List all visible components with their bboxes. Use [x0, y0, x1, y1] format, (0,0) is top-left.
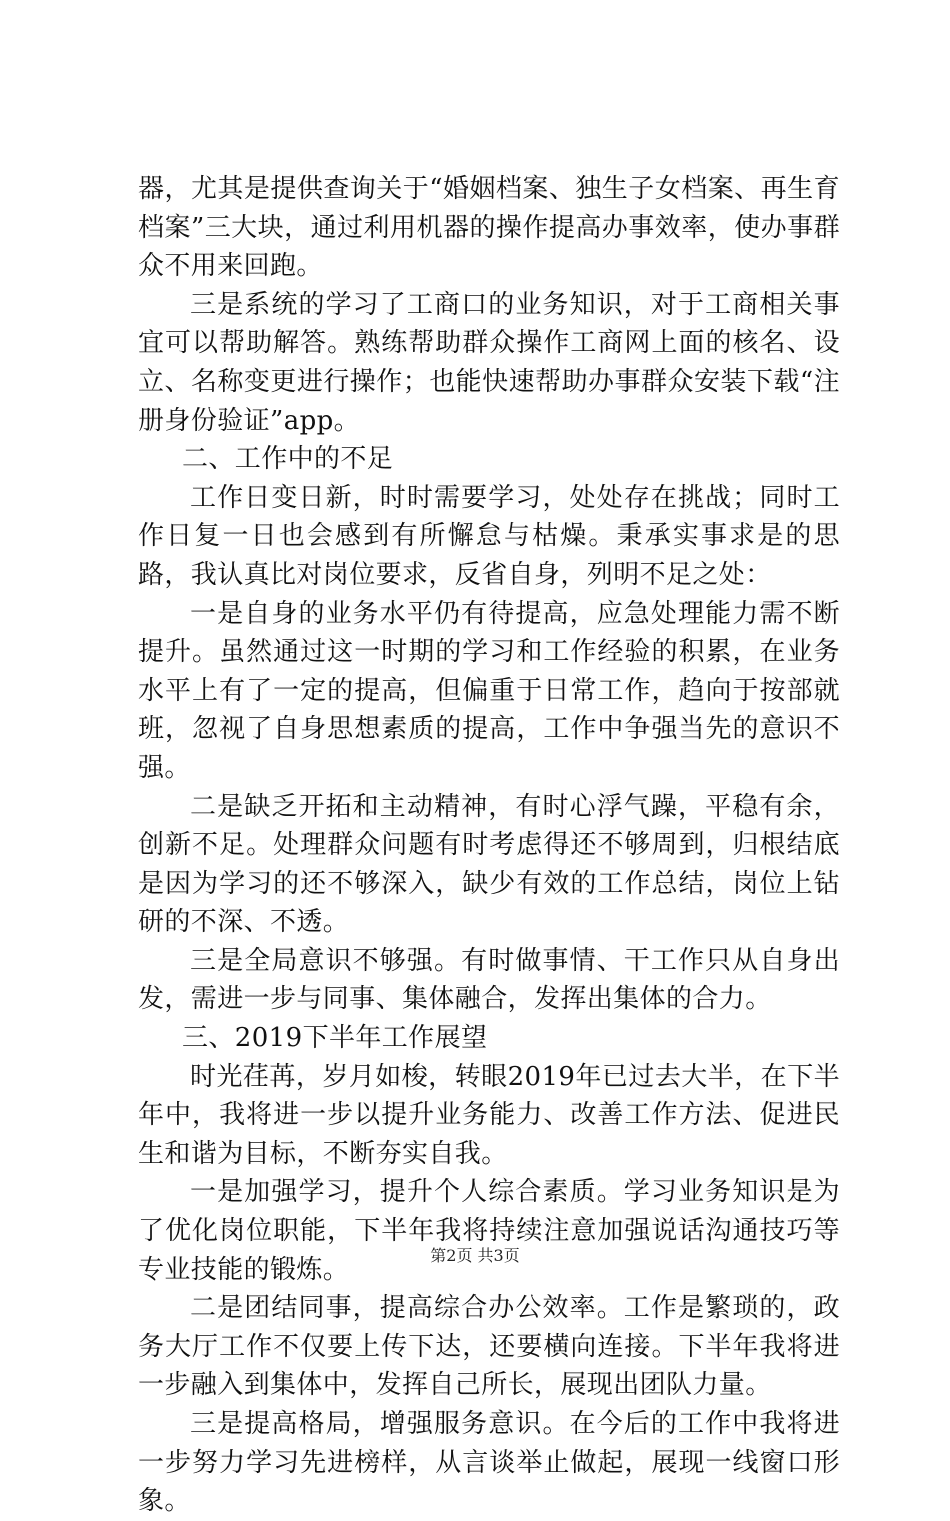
page-footer: 第2页 共3页 — [430, 1246, 520, 1265]
paragraph-outlook-1: 一是加强学习，提升个人综合素质。学习业务知识是为了优化岗位职能，下半年我将持续注意加强说话沟通技巧等专业技能的锻炼。 — [138, 1177, 840, 1285]
paragraph-outlook-2: 二是团结同事，提高综合办公效率。工作是繁琐的，政务大厅工作不仅要上传下达，还要横向连接。下半年我将进一步融入到集体中，发挥自己所长，展现出团队力量。 — [138, 1293, 840, 1401]
paragraph-shortcoming-3: 三是全局意识不够强。有时做事情、干工作只从自身出发，需进一步与同事、集体融合，发挥出集体的合力。 — [138, 945, 840, 1015]
paragraph-shortcoming-1: 一是自身的业务水平仍有待提高，应急处理能力需不断提升。虽然通过这一时期的学习和工作经验的积累，在业务水平上有了一定的提高，但偏重于日常工作，趋向于按部就班，忽视了自身思想素质的提高，工作中争强当先的意识不强。 — [138, 598, 840, 783]
section-heading-outlook: 三、2019下半年工作展望 — [182, 1023, 488, 1054]
paragraph-shortcomings-intro: 工作日变日新，时时需要学习，处处存在挑战；同时工作日复一日也会感到有所懈怠与枯燥。秉承实事求是的思路，我认真比对岗位要求，反省自身，列明不足之处： — [138, 482, 840, 590]
paragraph-outlook-intro: 时光荏苒，岁月如梭，转眼2019年已过去大半，在下半年中，我将进一步以提升业务能力、改善工作方法、促进民生和谐为目标，不断夯实自我。 — [138, 1061, 840, 1169]
paragraph-outlook-3: 三是提高格局，增强服务意识。在今后的工作中我将进一步努力学习先进榜样，从言谈举止做起，展现一线窗口形象。 — [138, 1409, 840, 1517]
paragraph-shortcoming-2: 二是缺乏开拓和主动精神，有时心浮气躁，平稳有余，创新不足。处理群众问题有时考虑得还不够周到，归根结底是因为学习的还不够深入，缺少有效的工作总结，岗位上钻研的不深、不透。 — [138, 791, 840, 938]
document-body — [138, 170, 840, 1521]
paragraph-business-knowledge: 三是系统的学习了工商口的业务知识，对于工商相关事宜可以帮助解答。熟练帮助群众操作工商网上面的核名、设立、名称变更进行操作；也能快速帮助办事群众安装下载“注册身份验证”app。 — [138, 289, 840, 436]
paragraph-continuation: 器，尤其是提供查询关于“婚姻档案、独生子女档案、再生育档案”三大块，通过利用机器的操作提高办事效率，使办事群众不用来回跑。 — [138, 174, 840, 282]
section-heading-shortcomings: 二、工作中的不足 — [182, 444, 394, 475]
